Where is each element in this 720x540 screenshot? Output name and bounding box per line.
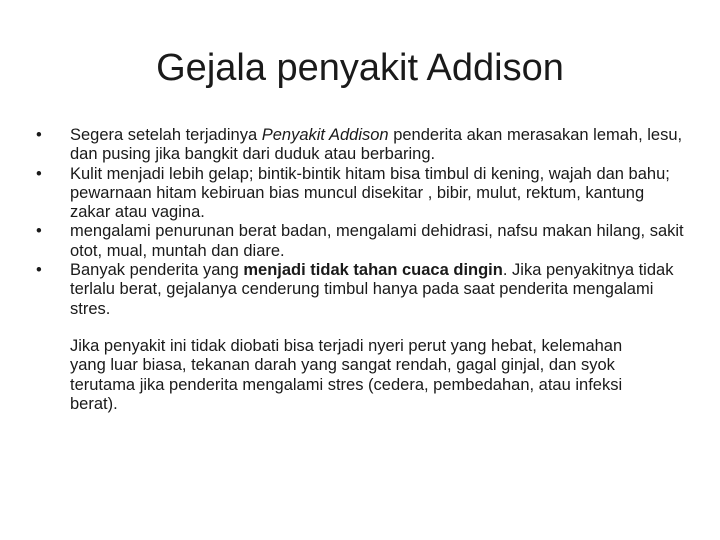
slide-content [36,126,686,414]
bullet-text: Segera setelah terjadinya [70,126,262,144]
bullet-text: Kulit menjadi lebih gelap; bintik-bintik hitam bisa timbul di kening, wajah dan bahu; pewarnaan hitam kebiruan bias muncul disekitar , bibir, mulut, rektum, kantung zakar atau vagina. [70,164,670,222]
slide-title: Gejala penyakit Addison [156,47,564,89]
symptom-list [36,126,686,319]
bullet-point: • [36,261,42,280]
bullet-text: . Jika penyakitnya tidak terlalu berat, gejalanya cenderung timbul hanya pada saat penderita mengalami stres. [70,261,674,318]
list-item [36,222,686,261]
list-item [36,261,686,319]
bullet-text: mengalami penurunan berat badan, mengalami dehidrasi, nafsu makan hilang, sakit otot, mual, muntah dan diare. [70,222,684,260]
list-item [36,165,686,223]
bullet-emphasis: menjadi tidak tahan cuaca dingin [243,261,503,280]
closing-paragraph: Jika penyakit ini tidak diobati bisa terjadi nyeri perut yang hebat, kelemahan yang luar biasa, tekanan darah yang sangat rendah, gagal ginjal, dan syok terutama jika penderita mengalami stres (cedera, pembedahan, atau infeksi berat). [70,336,623,413]
bullet-point: • [36,126,42,144]
bullet-text: penderita akan merasakan lemah, lesu, dan pusing jika bangkit dari duduk atau berbaring. [70,126,683,164]
bullet-text: Banyak penderita yang [70,261,244,280]
bullet-emphasis: Penyakit Addison [261,126,389,144]
bullet-point: • [36,164,42,183]
bullet-point: • [36,222,42,241]
list-item [36,126,686,165]
